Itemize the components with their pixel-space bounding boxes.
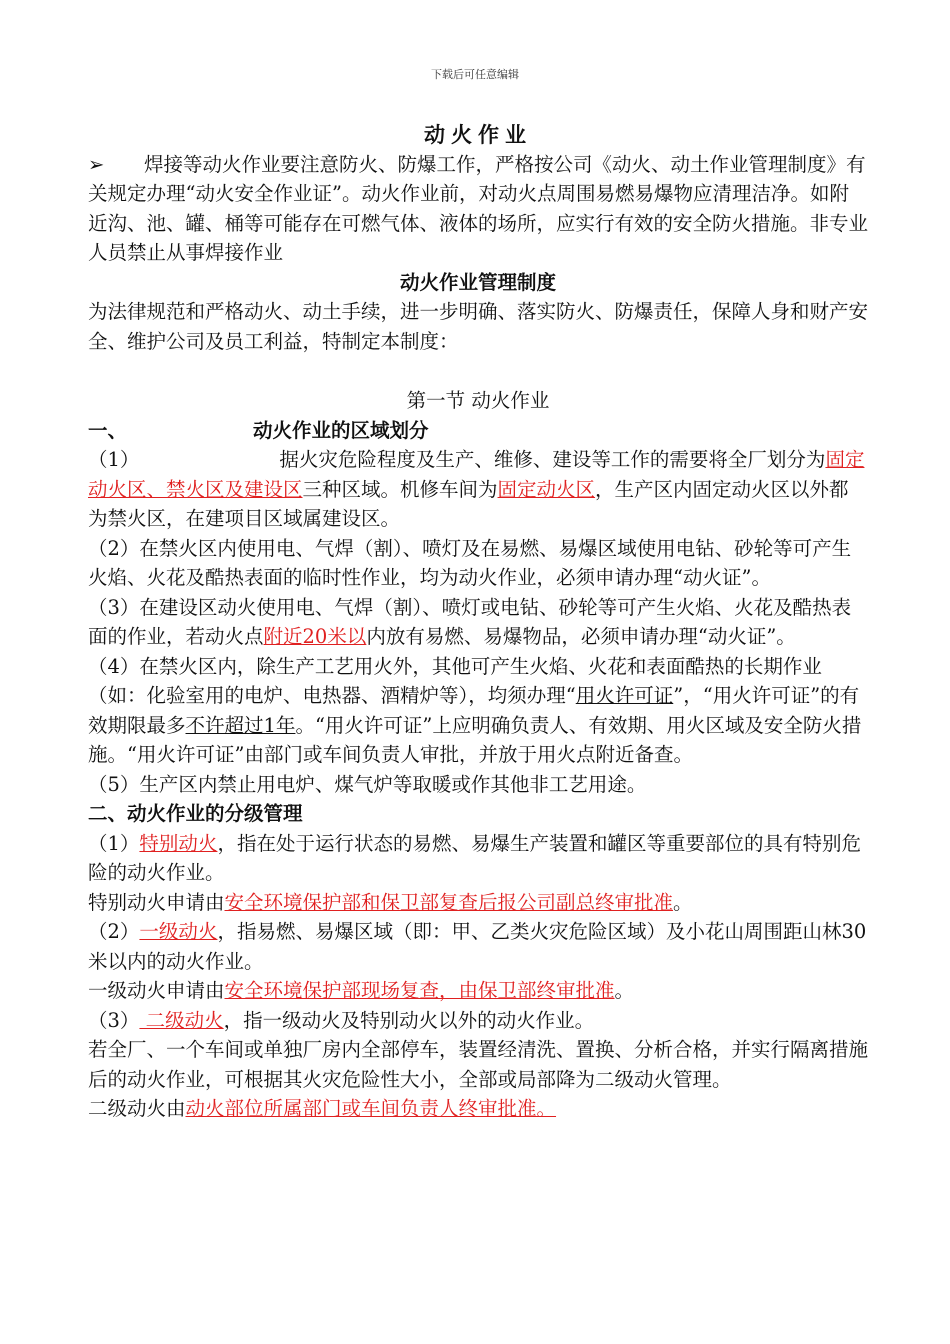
grade-1: （1）特别动火，指在处于运行状态的易燃、易爆生产装置和罐区等重要部位的具有特别危险的动火作业。: [88, 831, 861, 884]
underlined-text: 不许超过1年: [185, 713, 296, 737]
highlight-text: 特别动火: [139, 831, 218, 855]
heading-one: 一、 动火作业的区域划分: [88, 418, 429, 442]
highlight-text: 附近20米以: [263, 625, 367, 648]
clause-2: （2）在禁火区内使用电、气焊（割）、喷灯及在易燃、易爆区域使用电钻、砂轮等可产生火焰、火花及酷热表面的临时性作业，均为动火作业，必须申请办理“动火证”。: [88, 536, 852, 589]
doc-title: 动火作业: [424, 122, 532, 147]
section-title: 第一节 动火作业: [406, 389, 550, 412]
document-body: [88, 120, 868, 1124]
grade-1-approval: 特别动火申请由安全环境保护部和保卫部复查后报公司副总终审批准。: [88, 890, 693, 914]
arrow-bullet-icon: ➢: [88, 152, 105, 176]
spacer: [88, 356, 868, 386]
grade-3: （3） 二级动火，指一级动火及特别动火以外的动火作业。: [88, 1008, 595, 1032]
highlight-text: 安全环境保护部现场复查，由保卫部终审批准: [224, 979, 615, 1002]
doc-subtitle: 动火作业管理制度: [399, 270, 556, 294]
heading-two: 二、动火作业的分级管理: [88, 802, 303, 825]
page-header: 下载后可任意编辑: [431, 68, 519, 81]
clause-3: （3）在建设区动火使用电、气焊（割）、喷灯或电钻、砂轮等可产生火焰、火花及酷热表面的作业，若动火点附近20米以内放有易燃、易爆物品，必须申请办理“动火证”。: [88, 595, 852, 648]
clause-5: （5）生产区内禁止用电炉、煤气炉等取暖或作其他非工艺用途。: [88, 772, 647, 796]
highlight-text: 固定动火区、禁火区及建设区: [88, 448, 865, 501]
preamble: 为法律规范和严格动火、动土手续，进一步明确、落实防火、防爆责任，保障人身和财产安全、维护公司及员工利益，特制定本制度：: [88, 300, 869, 353]
highlight-text: 二级动火: [139, 1008, 224, 1032]
grade-2: （2）一级动火，指易燃、易爆区域（即：甲、乙类火灾危险区域）及小花山周围距山林30米以内的动火作业。: [88, 920, 867, 973]
grade-2-approval: 一级动火申请由安全环境保护部现场复查，由保卫部终审批准。: [88, 979, 635, 1002]
highlight-text: 安全环境保护部和保卫部复查后报公司副总终审批准: [224, 890, 674, 914]
grade-3-approval: 二级动火由动火部位所属部门或车间负责人终审批准。: [88, 1097, 557, 1120]
underlined-text: 用火许可证: [575, 684, 674, 707]
intro-paragraph: ➢ 焊接等动火作业要注意防火、防爆工作，严格按公司《动火、动土作业管理制度》有关规定办理“动火安全作业证”。动火作业前，对动火点周围易燃易爆物应清理洁净。如附近沟、池、罐、桶等可能存在可燃气体、液体的场所，应实行有效的安全防火措施。非专业人员禁止从事焊接作业: [88, 150, 868, 268]
highlight-text: 固定动火区: [497, 477, 596, 501]
highlight-text: 一级动火: [139, 920, 218, 943]
clause-4: （4）在禁火区内，除生产工艺用火外，其他可产生火焰、火花和表面酷热的长期作业（如：化验室用的电炉、电热器、酒精炉等），均须办理“用火许可证”，“用火许可证”的有效期限最多不许超过1年。“用火许可证”上应明确负责人、有效期、用火区域及安全防火措施。“用火许可证”由部门或车间负责人审批，并放于用火点附近备查。: [88, 654, 862, 766]
clause-1: （1） 据火灾危险程度及生产、维修、建设等工作的需要将全厂划分为固定动火区、禁火区及建设区三种区域。机修车间为固定动火区，生产区内固定动火区以外都为禁火区，在建项目区域属建设区。: [88, 448, 865, 530]
highlight-text: 动火部位所属部门或车间负责人终审批准。: [185, 1097, 557, 1120]
grade-3-note: 若全厂、一个车间或单独厂房内全部停车，装置经清洗、置换、分析合格，并实行隔离措施后的动火作业，可根据其火灾危险性大小，全部或局部降为二级动火管理。: [88, 1038, 869, 1091]
